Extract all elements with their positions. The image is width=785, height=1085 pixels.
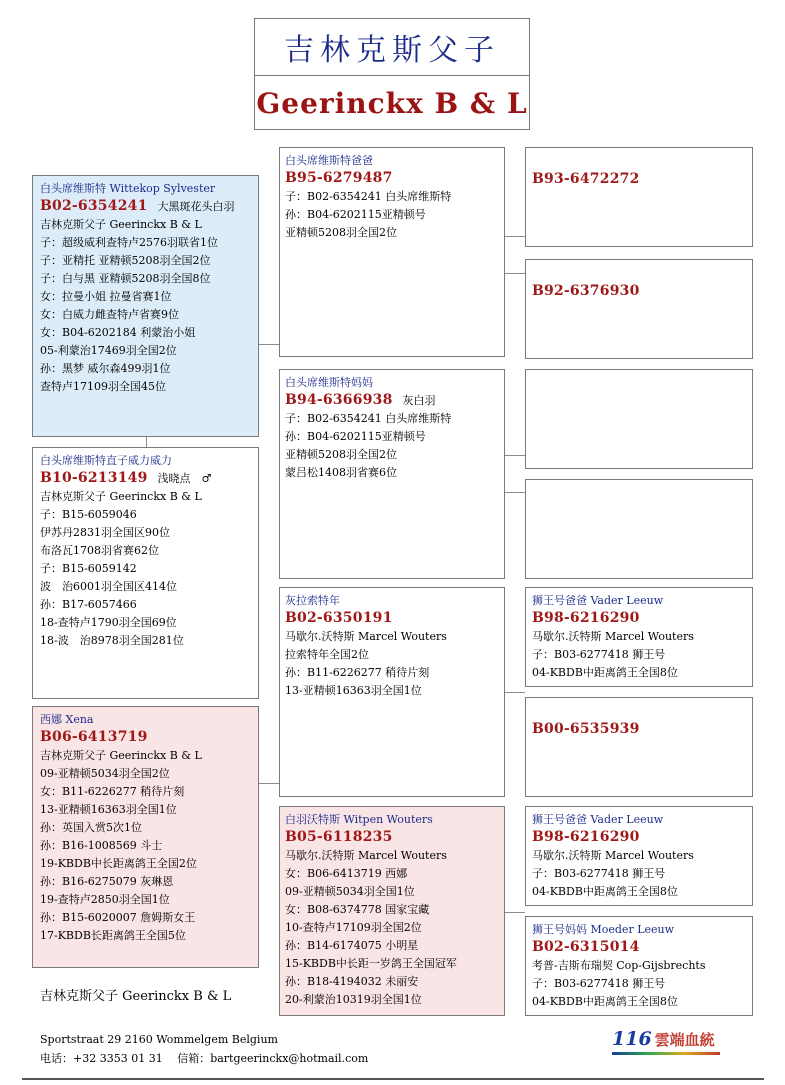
- ring-row: [40, 197, 251, 216]
- pigeon-card-dss: [525, 587, 753, 687]
- ring-number: B98-6216290: [532, 829, 640, 845]
- pigeon-detail-line: 19-KBDB中长距离鸽王全国2位: [40, 857, 197, 870]
- pigeon-detail-line: 17-KBDB长距离鸽王全国5位: [40, 929, 186, 942]
- logo-text: 雲端血統: [654, 1031, 715, 1049]
- pigeon-title: 狮王号爸爸 Vader Leeuw: [532, 813, 664, 826]
- pigeon-card-subject: [32, 175, 259, 437]
- pigeon-card-ddd: [525, 916, 753, 1016]
- connector: [505, 692, 525, 693]
- pigeon-detail-line: 孙：B04-6202115亚精顿号: [285, 430, 426, 443]
- ring-row: [532, 282, 746, 301]
- pigeon-detail-line: 孙：B17-6057466: [40, 598, 137, 611]
- ring-row: [285, 609, 499, 628]
- pigeon-detail-line: 子：B03-6277418 狮王号: [532, 867, 666, 880]
- pigeon-detail-line: 考普-吉斯布瑞契 Cop-Gijsbrechts: [532, 959, 706, 972]
- pigeon-detail-line: 孙：B04-6202115亚精顿号: [285, 208, 426, 221]
- pigeon-title: 白羽沃特斯 Witpen Wouters: [285, 813, 433, 826]
- connector: [146, 437, 147, 447]
- ring-number: B94-6366938: [285, 392, 393, 408]
- pigeon-detail-line: 13-亚精顿16363羽全国1位: [285, 684, 422, 697]
- pigeon-title: 灰拉索特年: [285, 594, 340, 607]
- pigeon-card-sd: [279, 369, 505, 579]
- pigeon-detail-line: 19-查特卢2850羽全国1位: [40, 893, 170, 906]
- ring-row: [532, 938, 746, 957]
- header-title-en: Geerinckx B & L: [256, 86, 528, 120]
- pigeon-card-dam: [32, 706, 259, 968]
- pigeon-detail-line: 亚精顿5208羽全国2位: [285, 448, 397, 461]
- pigeon-detail-line: 伊苏丹2831羽全国区90位: [40, 526, 170, 539]
- ring-row: [285, 391, 499, 410]
- pigeon-detail-line: 女：B08-6374778 国家宝藏: [285, 903, 430, 916]
- pigeon-detail-line: 04-KBDB中距离鸽王全国8位: [532, 995, 678, 1008]
- pigeon-detail-line: 女：白威力雌查特卢省赛9位: [40, 308, 179, 321]
- pigeon-detail-line: 女：B04-6202184 利蒙治小姐: [40, 326, 196, 339]
- pigeon-card-ds: [279, 587, 505, 797]
- pigeon-detail-line: 18-波 治8978羽全国281位: [40, 634, 184, 647]
- pigeon-detail-line: 亚精顿5208羽全国2位: [285, 226, 397, 239]
- pigeon-detail-line: 查特卢17109羽全国45位: [40, 380, 166, 393]
- connector: [505, 492, 525, 493]
- footer-contact: 电话：+32 3353 01 31 信箱：bartgeerinckx@hotmail.com: [40, 1052, 369, 1065]
- pigeon-detail-line: 子：B15-6059142: [40, 562, 137, 575]
- pigeon-detail-line: 子：白与黑 亚精顿5208羽全国8位: [40, 272, 211, 285]
- pigeon-detail-line: 女：拉曼小姐 拉曼省赛1位: [40, 290, 172, 303]
- pigeon-detail-line: 吉林克斯父子 Geerinckx B & L: [40, 490, 202, 503]
- pigeon-detail-line: 04-KBDB中距离鸽王全国8位: [532, 666, 678, 679]
- ring-number: B93-6472272: [532, 171, 640, 187]
- pigeon-detail-line: 马歇尔.沃特斯 Marcel Wouters: [532, 630, 694, 643]
- pigeon-detail-line: 孙：B14-6174075 小明星: [285, 939, 419, 952]
- pigeon-card-ss: [279, 147, 505, 357]
- ring-number: B02-6315014: [532, 939, 640, 955]
- pigeon-title: 白头席维斯特爸爸: [285, 154, 373, 167]
- pigeon-color: 灰白羽: [402, 394, 436, 407]
- pigeon-detail-line: 吉林克斯父子 Geerinckx B & L: [40, 749, 202, 762]
- pigeon-card-dsd: [525, 697, 753, 797]
- pigeon-detail-line: 子：B03-6277418 狮王号: [532, 648, 666, 661]
- pigeon-detail-line: 马歇尔.沃特斯 Marcel Wouters: [285, 849, 447, 862]
- ring-number: B95-6279487: [285, 170, 393, 186]
- pigeon-card-sire-son: [32, 447, 259, 699]
- pigeon-title: 白头席维斯特直子威力威力: [40, 454, 172, 467]
- pigeon-detail-line: 女：B06-6413719 西娜: [285, 867, 408, 880]
- connector: [259, 344, 279, 345]
- pigeon-detail-line: 孙：B11-6226277 稍待片刻: [285, 666, 430, 679]
- ring-number: B05-6118235: [285, 829, 393, 845]
- ring-number: B10-6213149: [40, 470, 148, 486]
- ring-number: B00-6535939: [532, 721, 640, 737]
- ring-number: B06-6413719: [40, 729, 148, 745]
- pigeon-title: 狮王号妈妈 Moeder Leeuw: [532, 923, 675, 936]
- pigeon-detail-line: 马歇尔.沃特斯 Marcel Wouters: [532, 849, 694, 862]
- footer-breeder-name: 吉林克斯父子 Geerinckx B & L: [40, 989, 232, 1004]
- logo-number: 116: [612, 1028, 652, 1050]
- ring-number: B02-6350191: [285, 610, 393, 626]
- pigeon-detail-line: 吉林克斯父子 Geerinckx B & L: [40, 218, 202, 231]
- pigeon-color: 大黑斑花头白羽: [157, 200, 235, 213]
- connector: [505, 455, 525, 456]
- pigeon-detail-line: 蒙吕松1408羽省赛6位: [285, 466, 397, 479]
- connector: [505, 273, 525, 274]
- pigeon-detail-line: 孙：B18-4194032 未丽安: [285, 975, 419, 988]
- pigeon-detail-line: 孙：黑梦 威尔森499羽1位: [40, 362, 171, 375]
- pigeon-detail-line: 女：B11-6226277 稍待片刻: [40, 785, 185, 798]
- pigeon-detail-line: 子：B15-6059046: [40, 508, 137, 521]
- pigeon-title: 白头席维斯特妈妈: [285, 376, 373, 389]
- pigeon-card-dd: [279, 806, 505, 1016]
- ring-row: [285, 169, 499, 188]
- pigeon-color: 浅晓点 ♂: [157, 472, 212, 485]
- pigeon-detail-line: 孙：B16-1008569 斗士: [40, 839, 163, 852]
- ring-row: [532, 828, 746, 847]
- logo-116: [612, 1028, 715, 1050]
- pigeon-detail-line: 子：超级威利查特卢2576羽联省1位: [40, 236, 218, 249]
- pigeon-detail-line: 18-查特卢1790羽全国69位: [40, 616, 177, 629]
- pigeon-card-dds: [525, 806, 753, 906]
- pigeon-detail-line: 拉索特年全国2位: [285, 648, 369, 661]
- pigeon-title: 西娜 Xena: [40, 713, 94, 726]
- pigeon-detail-line: 05-利蒙治17469羽全国2位: [40, 344, 177, 357]
- connector: [259, 783, 279, 784]
- ring-row: [532, 170, 746, 189]
- ring-row: [285, 828, 499, 847]
- ring-number: B98-6216290: [532, 610, 640, 626]
- pigeon-detail-line: 10-查特卢17109羽全国2位: [285, 921, 422, 934]
- connector: [505, 236, 525, 237]
- connector: [505, 912, 525, 913]
- ring-number: B02-6354241: [40, 198, 148, 214]
- ring-number: B92-6376930: [532, 283, 640, 299]
- pigeon-title: 狮王号爸爸 Vader Leeuw: [532, 594, 664, 607]
- header-box: [254, 18, 530, 130]
- pigeon-detail-line: 子：B02-6354241 白头席维斯特: [285, 190, 452, 203]
- pigeon-detail-line: 孙：英国入赏5次1位: [40, 821, 142, 834]
- pigeon-card-sss: [525, 147, 753, 247]
- header-title-cn: 吉林克斯父子: [255, 19, 529, 76]
- logo-underline: [612, 1052, 720, 1055]
- ring-row: [532, 720, 746, 739]
- pigeon-detail-line: 子：B02-6354241 白头席维斯特: [285, 412, 452, 425]
- pigeon-detail-line: 马歇尔.沃特斯 Marcel Wouters: [285, 630, 447, 643]
- pigeon-title: 白头席维斯特 Wittekop Sylvester: [40, 182, 216, 195]
- pigeon-detail-line: 13-亚精顿16363羽全国1位: [40, 803, 177, 816]
- pigeon-card-sdd: [525, 479, 753, 579]
- footer-address: Sportstraat 29 2160 Wommelgem Belgium: [40, 1033, 278, 1046]
- pigeon-detail-line: 09-亚精顿5034羽全国2位: [40, 767, 170, 780]
- ring-row: [40, 728, 251, 747]
- pigeon-detail-line: 09-亚精顿5034羽全国1位: [285, 885, 415, 898]
- pigeon-detail-line: 子：B03-6277418 狮王号: [532, 977, 666, 990]
- pigeon-detail-line: 布洛瓦1708羽省赛62位: [40, 544, 159, 557]
- ring-row: [532, 609, 746, 628]
- pigeon-detail-line: 04-KBDB中距离鸽王全国8位: [532, 885, 678, 898]
- pigeon-detail-line: 20-利蒙治10319羽全国1位: [285, 993, 422, 1006]
- pigeon-detail-line: 波 治6001羽全国区414位: [40, 580, 177, 593]
- pigeon-card-ssd: [525, 259, 753, 359]
- pigeon-card-sds: [525, 369, 753, 469]
- pigeon-detail-line: 子：亚精托 亚精顿5208羽全国2位: [40, 254, 211, 267]
- pigeon-detail-line: 孙：B16-6275079 灰琳恩: [40, 875, 174, 888]
- ring-row: [40, 469, 251, 488]
- pigeon-detail-line: 孙：B15-6020007 詹姆斯女王: [40, 911, 196, 924]
- bottom-rule: [22, 1078, 764, 1080]
- pigeon-detail-line: 15-KBDB中长距一岁鸽王全国冠军: [285, 957, 457, 970]
